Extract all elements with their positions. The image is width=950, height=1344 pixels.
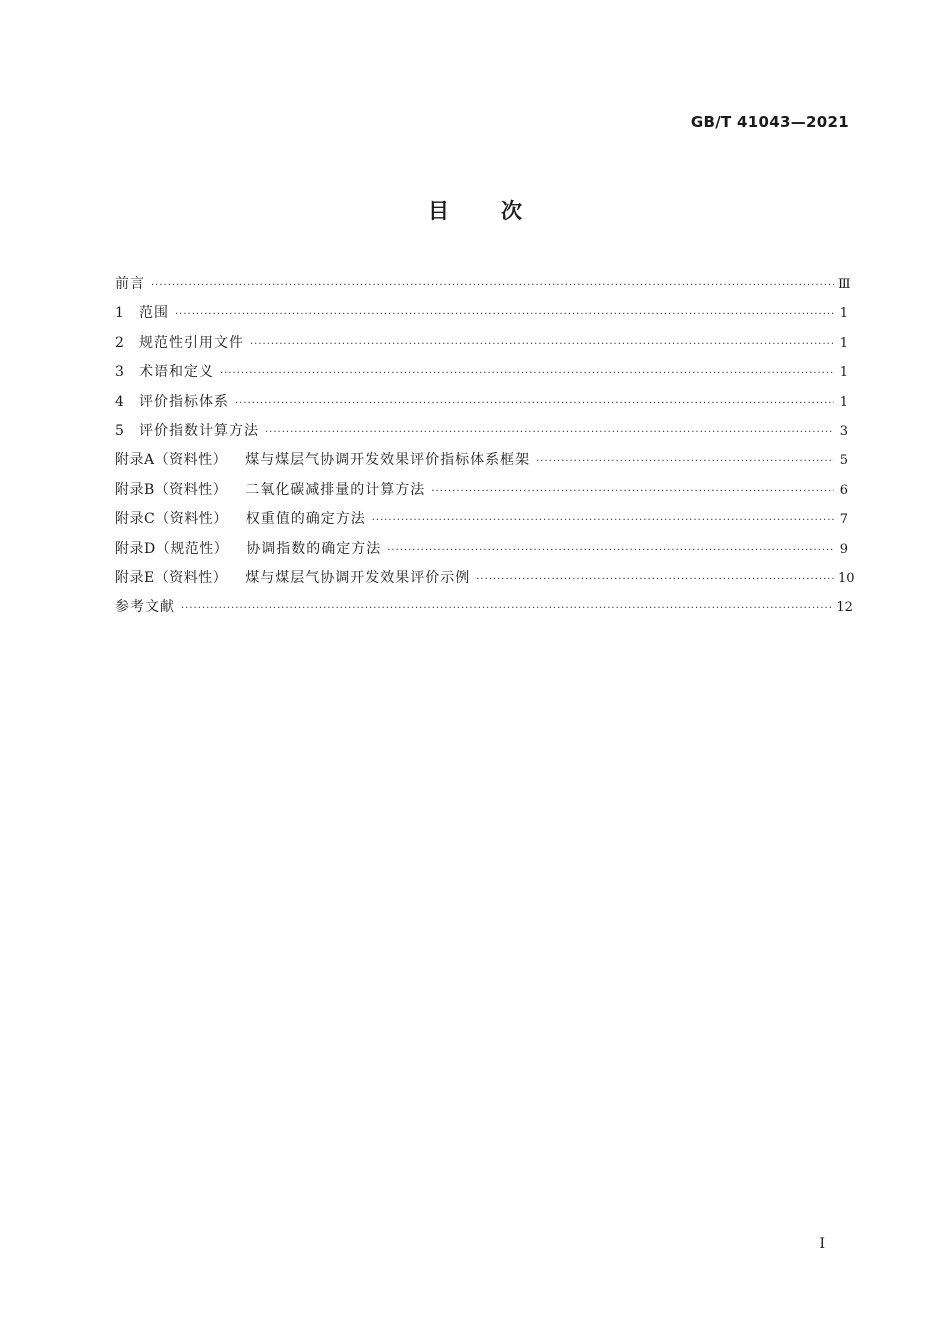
toc-entry-bibliography[interactable] (115, 593, 853, 622)
toc-page-number: 1 (839, 306, 848, 322)
toc-entry-scope[interactable] (115, 299, 848, 328)
toc-annex-prefix: 附录C（资料性） (115, 511, 228, 528)
toc-page-number: 7 (839, 512, 848, 528)
toc-page-number: 12 (836, 600, 853, 616)
toc-dot-leader (151, 271, 834, 300)
toc-annex-prefix: 附录A（资料性） (115, 452, 228, 469)
toc-dot-leader (372, 506, 834, 535)
toc-dot-leader (431, 477, 834, 506)
page-folio: I (819, 1236, 825, 1252)
toc-annex-prefix: 附录E（资料性） (115, 569, 228, 586)
toc-dot-leader (220, 359, 834, 388)
toc-page-number: 5 (839, 453, 848, 469)
toc-entry-label (115, 535, 387, 564)
toc-entry-annex-d[interactable] (115, 535, 848, 564)
toc-entry-indicator-system[interactable] (115, 388, 848, 417)
standard-code: GB/T 41043—2021 (690, 113, 849, 131)
toc-entry-title: 煤与煤层气协调开发效果评价指标体系框架 (245, 452, 531, 469)
page-title: 目次 (428, 199, 574, 223)
toc-page-number: Ⅲ (838, 277, 851, 292)
toc-section-number: 4 (115, 393, 124, 410)
toc-dot-leader (175, 300, 834, 329)
toc-entry-title: 二氧化碳减排量的计算方法 (245, 481, 426, 498)
toc-entry-label (115, 564, 476, 593)
toc-entry-title: 煤与煤层气协调开发效果评价示例 (245, 569, 471, 586)
toc-entry-normative-references[interactable] (115, 329, 848, 358)
toc-entry-title: 范围 (139, 305, 169, 322)
toc-dot-leader (536, 447, 834, 476)
toc-entry-label (115, 270, 151, 299)
toc-dot-leader (250, 330, 834, 359)
toc-entry-label (115, 593, 181, 622)
toc-page-number: 3 (839, 423, 848, 439)
toc-entry-label (115, 358, 220, 387)
toc-section-number: 1 (115, 305, 124, 322)
toc-entry-title: 评价指数计算方法 (139, 422, 259, 439)
toc-annex-prefix: 附录D（规范性） (115, 540, 229, 557)
toc-entry-annex-e[interactable] (115, 564, 855, 593)
toc-entry-label (115, 417, 265, 446)
toc-annex-prefix: 附录B（资料性） (115, 481, 228, 498)
toc-dot-leader (476, 565, 834, 594)
toc-entry-title: 术语和定义 (139, 364, 214, 381)
toc-entry-title: 规范性引用文件 (139, 334, 244, 351)
toc-entry-annex-a[interactable] (115, 446, 848, 475)
toc-dot-leader (265, 418, 834, 447)
toc-entry-annex-c[interactable] (115, 505, 848, 534)
toc-section-number: 2 (115, 334, 124, 351)
toc-page-number: 1 (839, 335, 848, 351)
toc-entry-calculation-method[interactable] (115, 417, 848, 446)
toc-entry-title: 参考文献 (115, 599, 175, 616)
toc-dot-leader (181, 594, 832, 623)
toc-dot-leader (235, 389, 834, 418)
toc-entry-annex-b[interactable] (115, 476, 848, 505)
toc-section-number: 3 (115, 364, 124, 381)
toc-page-number: 9 (839, 541, 848, 557)
toc-entry-label (115, 446, 536, 475)
toc-page-number: 1 (839, 365, 848, 381)
toc-page-number: 1 (839, 394, 848, 410)
toc-entry-label (115, 329, 250, 358)
table-of-contents (115, 270, 855, 623)
toc-entry-terms-definitions[interactable] (115, 358, 848, 387)
toc-entry-label (115, 299, 175, 328)
toc-page-number: 6 (839, 482, 848, 498)
toc-entry-title: 权重值的确定方法 (245, 511, 366, 528)
toc-entry-label (115, 388, 235, 417)
toc-section-number: 5 (115, 422, 124, 439)
toc-entry-foreword[interactable] (115, 270, 851, 299)
toc-entry-title: 评价指标体系 (139, 393, 229, 410)
toc-entry-label (115, 505, 372, 534)
toc-entry-label (115, 476, 431, 505)
toc-dot-leader (387, 536, 834, 565)
toc-entry-title: 前言 (115, 276, 145, 292)
toc-entry-title: 协调指数的确定方法 (246, 540, 382, 557)
toc-page-number: 10 (838, 570, 855, 586)
